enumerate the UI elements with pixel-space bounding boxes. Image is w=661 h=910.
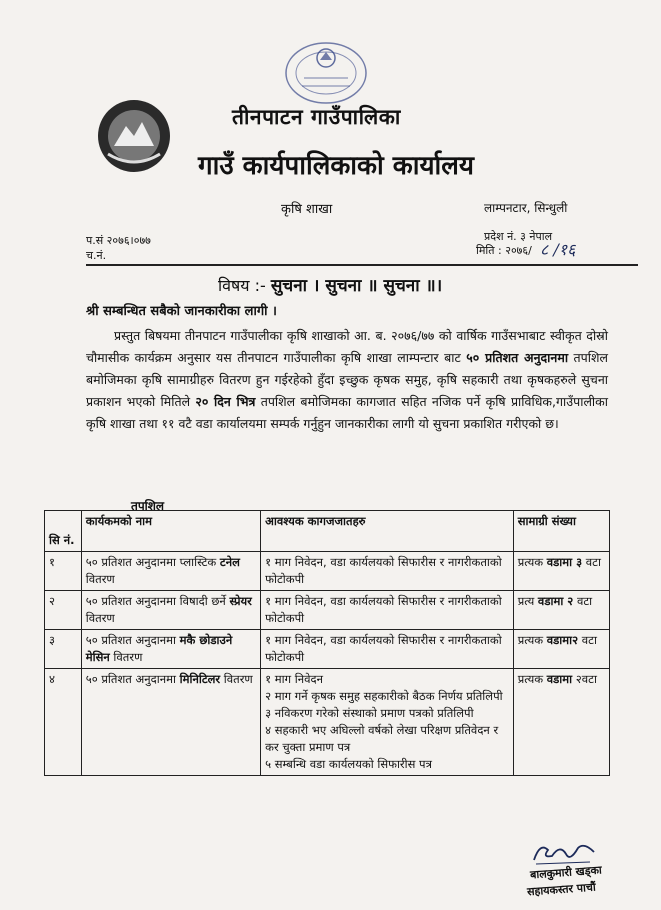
dispatch-number: च.नं. [86,249,107,262]
qty-suffix: २वटा [572,672,597,686]
municipality-title: तीनपाटन गाउँपालिका [232,105,401,129]
document-item: ४ सहकारी भए अघिल्लो वर्षको लेखा परिक्षण प्रतिवेदन र कर चुक्ता प्रमाण पत्र [265,723,499,754]
table-row [45,630,610,669]
addressee: श्री सम्बन्धित सबैको जानकारीका लागी । [86,304,277,319]
nepal-emblem-icon [94,96,174,176]
row-quantity [513,630,609,669]
qty-prefix: प्रत्यक [517,672,547,686]
program-suffix: वितरण [109,650,143,664]
row-sn: १ [45,552,82,591]
qty-value: वडामा [546,672,573,686]
subject-prefix: विषय :- [218,276,266,295]
body-bold-1: ५० प्रतिशत अनुदानमा [466,350,569,365]
handwritten-date: ८ /१६ [540,240,576,259]
body-bold-2: २० दिन भित्र [195,394,256,409]
row-sn: ४ [45,669,82,776]
province-line: प्रदेश नं. ३ नेपाल [484,230,553,243]
program-suffix: वितरण [85,611,115,625]
row-sn: २ [45,591,82,630]
schedule-table [44,510,610,776]
qty-value: वडामा२ [546,633,579,647]
program-text: ५० प्रतिशत अनुदानमा प्लास्टिक [85,555,220,569]
program-suffix: वितरण [220,672,253,686]
header-documents: आवश्यक कागजजातहरु [261,511,514,552]
program-item: स्प्रेयर [229,594,252,608]
row-program [81,669,260,776]
program-item: टनेल [219,555,240,569]
subject-line [218,273,442,296]
qty-prefix: प्रत्यक [517,555,547,569]
office-address: लाम्पनटार, सिन्धुली [484,201,568,215]
row-documents: १ माग निवेदन, वडा कार्यलयको सिफारीस र नागरीकताको फोटोकपी [261,630,514,669]
header-sn: सि नं. [45,511,82,552]
row-documents: १ माग निवेदन, वडा कार्यलयको सिफारीस र नागरीकताको फोटोकपी [261,591,514,630]
branch-name: कृषि शाखा [281,202,333,217]
header-quantity: सामाग्री संख्या [513,511,609,552]
program-item: मकै छोडाउने मेसिन [85,633,233,664]
office-stamp-icon [282,38,370,108]
qty-prefix: प्रत्य [517,594,538,608]
qty-value: वडामा २ [537,594,574,608]
signatory-title: सहायकस्तर पाचौं [526,880,597,899]
notice-body [86,325,608,435]
signatory-name: बालकुमारी खड्का [529,863,603,882]
reference-number: प.सं २०७६।०७७ [86,234,151,247]
table-row [45,669,610,776]
qty-suffix: वटा [582,555,601,569]
schedule-label: तपशिल [131,499,165,513]
document-item: ३ नविकरण गरेको संस्थाको प्रमाण पत्रको प्रतिलिपी [265,706,474,720]
body-part-3: तपशिल बमोजिमका कागजात सहित नजिक पर्ने कृषि प्राविधिक,गाउँपालीका कृषि शाखा तथा ११ वटै वडा कार्यालयमा सम्पर्क गर्नुहुन जानकारीका लागी यो सुचना प्रकाशित गरीएको छ। [86,394,608,431]
qty-suffix: वटा [578,633,597,647]
row-program [81,591,260,630]
table-row [45,591,610,630]
document-item: १ माग निवेदन [265,672,324,686]
document-item: २ माग गर्ने कृषक समुह सहकारीको बैठक निर्णय प्रतिलिपी [265,689,503,703]
program-item: मिनिटिलर [179,672,221,686]
header-program: कार्यकमको नाम [81,511,260,552]
subject-text: सुचना । सुचना ॥ सुचना ॥। [270,276,443,296]
office-title: गाउँ कार्यपालिकाको कार्यालय [198,151,474,181]
qty-prefix: प्रत्यक [517,633,547,647]
row-program [81,630,260,669]
row-quantity [513,591,609,630]
qty-value: वडामा ३ [546,555,583,569]
program-text: ५० प्रतिशत अनुदानमा [85,672,180,686]
row-quantity [513,669,609,776]
program-text: ५० प्रतिशत अनुदानमा विषादी छर्ने [85,594,230,608]
table-row [45,552,610,591]
header-divider [86,264,638,266]
body-part-2: तपशिल बमोजिमका कृषि सामाग्रीहरु वितरण हुन गईरहेको हुँदा इच्छुक कृषक समुह, कृषि सहकारी तथा कृषकहरुले सुचना प्रकाशन भएको मितिले [86,350,608,409]
document-item: ५ सम्बन्धि वडा कार्यलयको सिफारीस पत्र [265,757,432,771]
body-part-1: प्रस्तुत बिषयमा तीनपाटन गाउँपालीका कृषि शाखाको आ. ब. २०७६/७७ को वार्षिक गाउँसभाबाट स्वीकृत दोस्रो चौमासीक कार्यक्रम अनुसार यस तीनपाटन गाउँपालीका कृषि शाखा लाम्पन्टार बाट [86,328,608,365]
row-documents: १ माग निवेदन, वडा कार्यलयको सिफारीस र नागरीकताको फोटोकपी [261,552,514,591]
program-suffix: वितरण [85,572,115,586]
qty-suffix: वटा [573,594,593,608]
table-header-row [45,511,610,552]
row-program [81,552,260,591]
row-documents [261,669,514,776]
row-quantity [513,552,609,591]
date-label: मिति : २०७६/ [476,244,532,257]
row-sn: ३ [45,630,82,669]
program-text: ५० प्रतिशत अनुदानमा [85,633,180,647]
